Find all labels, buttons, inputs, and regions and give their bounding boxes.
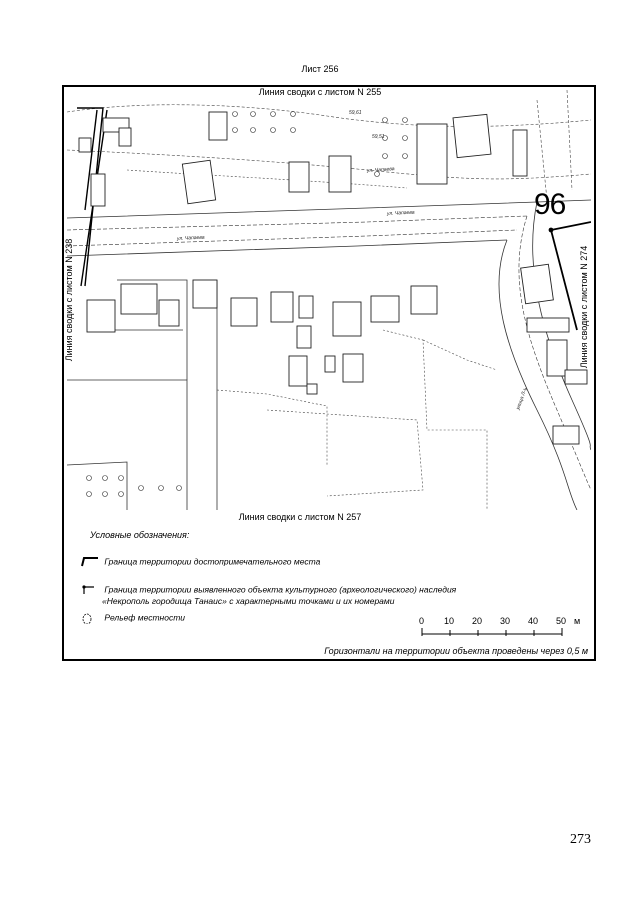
legend-item (78, 612, 185, 624)
legend-item (78, 584, 456, 596)
boundary-point-number: 96 (534, 188, 566, 221)
street-label: ул. Чапаева (386, 209, 415, 217)
page-number: 273 (570, 832, 591, 847)
scale-tick: 0 (419, 616, 425, 626)
street-label: ул. Чапаева (366, 166, 395, 174)
relief-icon (78, 612, 102, 624)
heritage-boundary-icon (78, 584, 102, 596)
scale-tick: 50 (556, 616, 567, 626)
elevation-label: 59,51 (372, 134, 385, 140)
scale-tick: 10 (444, 616, 455, 626)
landmark-boundary-icon (78, 556, 102, 568)
edge-label-left: Линия сводки с листом N 238 (64, 238, 74, 362)
scale-unit: м (574, 616, 581, 626)
scale-tick: 20 (472, 616, 483, 626)
street-label: ул. Чапаева (176, 234, 205, 242)
map-drawing (67, 90, 591, 510)
legend-item-text: Рельеф местности (104, 612, 186, 623)
legend-item-text-cont: «Некрополь городища Танаис» с характерными точками и их номерами (102, 596, 395, 606)
sheet-title: Лист 256 (301, 64, 339, 74)
elevation-label: 59,61 (349, 110, 362, 116)
edge-label-right: Линия сводки с листом N 274 (579, 245, 589, 369)
scale-bar (418, 616, 586, 640)
legend-item-text: Граница территории достопримечательного места (104, 556, 321, 567)
edge-label-top: Линия сводки с листом N 255 (258, 87, 382, 97)
edge-label-bottom: Линия сводки с листом N 257 (238, 512, 362, 522)
contour-note: Горизонтали на территории объекта проведены через 0,5 м (324, 646, 588, 656)
scale-tick: 30 (500, 616, 511, 626)
legend-item-text: Граница территории выявленного объекта культурного (археологического) наследия (104, 584, 457, 595)
legend-item (78, 556, 320, 568)
legend-title: Условные обозначения: (90, 530, 190, 540)
street-label: улица Л-ъ (515, 386, 529, 411)
scale-tick: 40 (528, 616, 539, 626)
